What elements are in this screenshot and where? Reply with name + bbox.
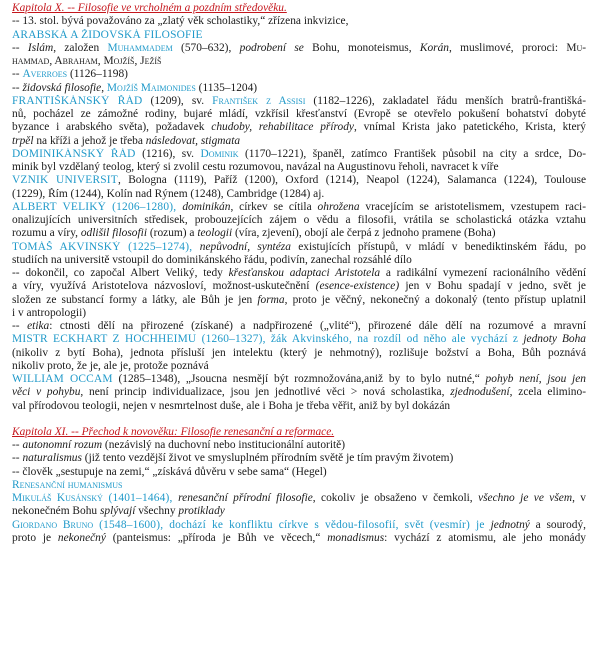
text-span: všechno je ve všem (478, 492, 573, 504)
section-heading-thomas: TOMÁŠ AKVINSKÝ (12, 240, 121, 253)
text-span: -- (12, 320, 28, 332)
text-line (12, 373, 586, 386)
text-span: : vychází z atomismu, ale jeho monády (384, 531, 586, 544)
text-span: : ctnosti dělí na přirozené (získané) a nadpřirozené („vlité“), přirozené dále dělí na rozumové a mravní (49, 320, 586, 332)
text-line (12, 135, 586, 148)
text-span: (1285–1348), „Jsoucna nesmějí být rozmnožována,aniž by to bylo nutné,“ (112, 373, 486, 385)
text-span: (již tento vezdější život ve smysluplném přírodním světě je tím pravým životem) (81, 452, 454, 465)
text-span: (570–632), (172, 41, 240, 54)
text-line: minik byl vzdělaný teolog, který si zvolil cestu rozumovou, navázal na Augustinovu řeholi, navracet k víře (12, 161, 499, 173)
text-span: byzance i arabského světa), požadavek (12, 121, 212, 134)
text-span: monadismus (327, 531, 385, 544)
text-line (12, 333, 586, 346)
name-highlight: František z Assisi (212, 94, 306, 107)
text-span: etika (27, 320, 50, 332)
text-line: nikoliv proto, že je, ale je, protože poznává (12, 359, 209, 372)
text-span: zjednodušení (450, 386, 510, 399)
text-line: studiích na universitě vstoupil do dominikánského řádu, podivín, zanechal rozsáhlé dílo (12, 253, 412, 266)
text-line (12, 148, 586, 161)
text-span: -- (12, 439, 23, 451)
text-span: odlišil filosofii (80, 227, 148, 240)
text-span: , Bologna (1119), Paříž (1200), Oxford (1214), Neapol (1224), Salamanca (1224), Toulouse (117, 174, 586, 187)
text-line (12, 267, 586, 280)
text-line (12, 505, 586, 518)
text-line (12, 68, 586, 81)
text-span: protiklady (178, 505, 225, 518)
text-span: splývají (99, 505, 136, 518)
text-span: (nezávislý na duchovní nebo institucionální autoritě) (102, 439, 346, 451)
section-heading-renaissance: Renesanční humanismus (12, 478, 123, 491)
text-span: nepůvodní, syntéza (199, 240, 291, 253)
section-heading-franciscan: FRANTIŠKÁNSKÝ ŘÁD (12, 94, 143, 107)
text-line: i v antropologii) (12, 306, 87, 319)
text-span: -- (12, 41, 28, 54)
text-span: (1170–1221), španěl, zatímco František působil na city a srdce, Do- (238, 147, 586, 160)
text-span: autonomní rozum (22, 439, 103, 451)
text-span: věci v pohybu (12, 386, 81, 399)
text-span: Mu- (566, 41, 586, 54)
chapter-xi-heading (12, 426, 586, 439)
text-span: na kříži a jehož je třeba (33, 134, 146, 147)
text-span: chudoby, rehabilitace přírody (211, 121, 354, 134)
text-span: židovská filosofie (22, 81, 102, 94)
text-line: onalizujících universitních středisek, probouzejících zájem o vědu a filosofii, vrátila se scholastická otázka vztahu (12, 214, 586, 226)
text-span: (1209), sv. (142, 94, 213, 107)
text-line (12, 452, 586, 465)
text-line (12, 174, 586, 187)
text-line (12, 532, 586, 545)
text-span: jednoty Boha (523, 333, 586, 346)
text-line: (nikoliv z bytí Boha), jednota přísluší jen intelektu (který je nehmotný), rozlišuje božství a Boha, Bůh poznává (12, 346, 586, 359)
text-span: proto je (12, 531, 58, 544)
text-span: -- dokončil, co započal Albert Veliký, tedy (12, 267, 229, 279)
text-span: , cokoliv je obsaženo v čemkoli, (312, 492, 479, 504)
text-span: renesanční přírodní filosofie (178, 492, 313, 504)
text-span: naturalismus (22, 452, 82, 465)
text-span: a víry, využívá Aristotelova názvosloví, možnost-uskutečnění (12, 280, 316, 293)
text-span: ohrožena (317, 200, 360, 213)
text-span: složen ze substancí formy a látky, ale Bůh je jen (12, 293, 258, 306)
text-line: (1229), Řím (1244), Kolín nad Rýnem (1248), Cambridge (1284) aj. (12, 187, 325, 200)
text-line: hammad, Abraham, Mojžíš, Ježíš (12, 55, 162, 67)
text-line (12, 201, 586, 214)
text-span: podrobení se (239, 41, 304, 54)
text-line (12, 227, 586, 240)
text-span: Islám (27, 41, 54, 54)
name-highlight: Giordano Bruno (12, 518, 94, 531)
text-span: (1225–1274), (120, 240, 200, 253)
text-span: (rozum) a (147, 227, 198, 240)
text-line (12, 439, 586, 452)
text-span: pohyb není, jsou jen (485, 373, 586, 385)
text-line: nů, pocházel ze zámožné rodiny, bujaré mládí, vzkřísil křesťanství (Evropě se otevřelo pokušení bohatství dobyté (12, 108, 586, 120)
text-span: teologii (197, 227, 233, 240)
text-span: (1206–1280), (106, 200, 183, 213)
text-span: nekonečný (57, 531, 106, 544)
text-span: vracejícím se aristotelismem, vzestupem raci- (359, 200, 586, 213)
text-span: (1182–1226), zakladatel řádu menších bratrů-františká- (305, 94, 586, 107)
text-span: existujících přístupů, v mládí v benediktinském řádu, po (290, 240, 586, 253)
name-highlight: Mojžíš Maimonides (106, 81, 196, 94)
text-span: a sourodý, (529, 518, 586, 531)
text-line: -- člověk „sestupuje na zemi,“ „získává důvěru v sebe sama“ (Hegel) (12, 465, 327, 478)
text-line: -- 13. stol. bývá považováno za „zlatý věk scholastiky,“ zřízena inkvizice, (12, 15, 349, 28)
section-heading-occam: WILLIAM OCCAM (12, 373, 113, 385)
chapter-title: Kapitola XI. -- Přechod k novověku: Filosofie renesanční a reformace. (12, 425, 335, 438)
text-span: dominikán (182, 200, 231, 213)
text-span: (1216), sv. (135, 147, 201, 160)
text-line (12, 121, 586, 134)
text-span: trpěl (12, 134, 34, 147)
text-line (12, 519, 586, 532)
section-heading-arabic-jewish: ARABSKÁ A ŽIDOVSKÁ FILOSOFIE (12, 28, 203, 41)
text-span: nekonečném Bohu (12, 505, 100, 518)
text-span: (1401–1464), (102, 492, 179, 504)
text-span: (esence-existence) (315, 280, 400, 293)
text-span: , proto je věčný, nekonečný a dokonalý (tento přístup uplatnil (284, 293, 586, 306)
text-line (12, 386, 586, 399)
text-span: Korán (419, 41, 450, 54)
text-line: val přírodovou teologii, nejen v nesmrtelnost duše, ale i Boha je třeba věřit, aniž by byl dokázán (12, 399, 451, 412)
name-highlight: Averroes (22, 68, 68, 81)
section-heading-albert: ALBERT VELIKÝ (12, 200, 107, 213)
section-heading-eckhart: MISTR ECKHART Z HOCHHEIMU (12, 333, 197, 346)
text-span: , v (572, 492, 586, 504)
section-heading-universities: VZNIK UNIVERSIT (12, 174, 118, 187)
text-span: jen v Bohu spadají v jedno, svět je (399, 280, 586, 293)
text-span: forma (257, 293, 285, 306)
text-span: následovat, stigmata (145, 134, 241, 147)
text-span: Bohu, monoteismus, (303, 41, 420, 54)
text-span: , vnímal Krista jako patetického, Krista, který (353, 121, 586, 134)
text-line (12, 42, 586, 55)
text-line (12, 320, 586, 333)
text-span: -- (12, 452, 23, 465)
name-highlight: Dominik (200, 147, 239, 160)
name-highlight: Muhammadem (107, 41, 173, 54)
text-span: rozumu a víry, (12, 227, 81, 240)
text-span: všechny (135, 505, 179, 518)
text-line (12, 294, 586, 307)
text-span: -- (12, 68, 23, 81)
text-span: , církev se cítila (230, 200, 318, 213)
text-span: , založen (53, 41, 108, 54)
chapter-title: Kapitola X. -- Filosofie ve vrcholném a pozdním středověku. (12, 2, 287, 14)
text-span: křesťanskou adaptaci Aristotela (228, 267, 381, 279)
text-span: (víra, zjevení), obojí ale čerpá z jednoho pramene (Boha) (232, 227, 496, 240)
section-heading-dominican: DOMINIKÁNSKÝ ŘÁD (12, 147, 136, 160)
text-span: (1126–1198) (67, 68, 128, 81)
text-span: (1260–1327), žák Akvinského, na rozdíl od něho ale vychází z (196, 333, 524, 346)
text-span: a radikální vymezení racionálního vědění (380, 267, 586, 279)
text-span: , zcela elimino- (509, 386, 586, 399)
text-span: (1135–1204) (195, 81, 258, 94)
text-span: , muslimové, proroci: (449, 41, 567, 54)
name-highlight: Mikuláš Kusánský (12, 492, 103, 504)
text-line (12, 241, 586, 254)
text-span: (1548–1600), dochází ke konfliktu církve s vědou-filosofií, svět (vesmír) je (93, 518, 491, 531)
text-line (12, 280, 586, 293)
section-spacer (12, 413, 586, 426)
text-line (12, 82, 586, 95)
text-span: (panteismus: „příroda je Bůh ve věcech,“ (105, 531, 328, 544)
text-line (12, 492, 586, 505)
text-span: -- (12, 81, 23, 94)
text-span: , (101, 81, 107, 94)
text-span: jednotný (490, 518, 530, 531)
text-span: , není princip individualizace, jsou jen jednotlivé věci > nová scholastika, (80, 386, 451, 399)
chapter-x-heading (12, 2, 586, 15)
text-line (12, 95, 586, 108)
